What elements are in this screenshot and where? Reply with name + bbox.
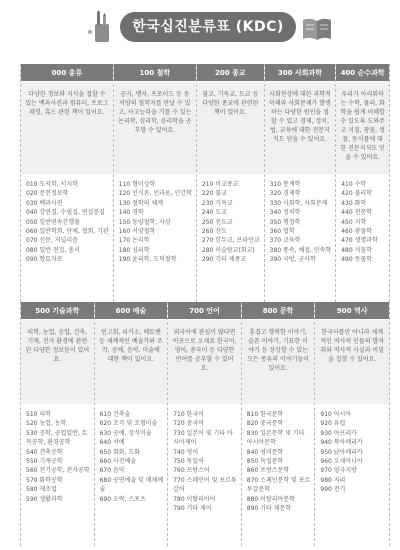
category-title: 600 예술: [95, 302, 168, 320]
category-title: 500 기술과학: [21, 302, 94, 320]
subcategory-item: 820 중국문학: [246, 420, 284, 428]
subcategory-item: 370 교육학: [269, 237, 301, 245]
subcategory-list: [242, 404, 315, 546]
subcategory-item: 610 건축술: [99, 411, 131, 418]
subcategory-item: 690 오락, 스포츠: [99, 495, 146, 503]
subcategory-item: 760 프랑스어: [173, 467, 210, 475]
category-800: [242, 302, 316, 546]
subcategory-item: 980 지리: [320, 476, 346, 484]
subcategory-item: 940 북아메리카: [320, 439, 363, 447]
category-description: 흥겹고 행복한 이야기, 슬픈 이야기, 기묘한 이야기 등 상상할 수 있는 모든 종류의 이야기들이 있어요.: [242, 320, 315, 404]
subcategory-item: 190 윤리학, 도덕철학: [118, 256, 177, 264]
page-title: 한국십진분류표 (KDC): [120, 12, 296, 42]
category-title: 800 문학: [242, 302, 315, 320]
subcategory-item: 420 물리학: [341, 190, 372, 198]
subcategory-item: 590 생활과학: [26, 495, 63, 503]
subcategory-list: [95, 404, 168, 546]
category-title: 300 사회과학: [265, 64, 336, 82]
subcategory-item: 860 프랑스문학: [246, 467, 290, 475]
category-description: 다양한 정보와 지식을 접할 수 있는 백과사전과 컴퓨터, 프로그래밍, 혹드 관련 책이 있어요.: [21, 82, 113, 174]
subcategory-item: 650 회화, 도화: [99, 448, 140, 456]
subcategory-item: 920 유럽: [320, 420, 346, 428]
subcategory-item: 430 화학: [341, 199, 367, 207]
subcategory-item: 710 한국어: [173, 411, 204, 418]
subcategory-item: 250 천도교: [201, 218, 233, 226]
subcategory-list: [114, 174, 196, 302]
subcategory-item: 040 강연집, 수필집, 연설문집: [26, 209, 105, 217]
subcategory-item: 630 공예, 장식미술: [99, 429, 152, 437]
subcategory-item: 570 화학공학: [26, 476, 63, 484]
subcategory-item: 930 아프리카: [320, 429, 357, 437]
subcategory-item: 090 향토자료: [26, 256, 63, 264]
subcategory-item: 120 인식론, 인과론, 인간학: [118, 190, 192, 198]
subcategory-item: 620 조각 및 조형미술: [99, 420, 158, 428]
subcategory-item: 490 동물학: [341, 256, 372, 264]
subcategory-item: 780 이탈리아어: [173, 495, 216, 503]
subcategory-item: 280 이슬람교(회교): [201, 246, 255, 254]
subcategory-item: 640 서예: [99, 439, 125, 447]
subcategory-item: 990 전기: [320, 486, 346, 494]
category-description: 연고회, 피카소, 베토벤 등 세계적인 예술가와 조각, 공예, 음악, 미술에 대한 책이 있어요.: [95, 320, 168, 404]
category-title: 400 순수과학: [336, 64, 389, 82]
subcategory-item: 440 천문학: [341, 209, 372, 217]
category-500: [21, 302, 95, 546]
subcategory-item: 540 건축공학: [26, 448, 63, 456]
subcategory-item: 410 수학: [341, 181, 367, 188]
subcategory-item: 170 논리학: [118, 237, 150, 245]
subcategory-item: 870 스페인문학 및 포르투갈문학: [246, 476, 311, 494]
subcategory-item: 740 영어: [173, 448, 199, 456]
subcategory-item: 210 비교종교: [201, 181, 239, 188]
subcategory-item: 580 제조업: [26, 486, 57, 494]
subcategory-item: 660 사진예술: [99, 458, 137, 466]
subcategory-item: 720 중국어: [173, 420, 204, 428]
subcategory-item: 510 의학: [26, 411, 51, 418]
subcategory-item: 130 철학의 체계: [118, 199, 164, 207]
subcategory-item: 070 신문, 저널리즘: [26, 237, 78, 245]
category-600: [95, 302, 169, 546]
category-100: [114, 64, 197, 302]
subcategory-item: 230 기독교: [201, 199, 233, 207]
subcategory-item: 360 법학: [269, 228, 295, 236]
subcategory-list: [336, 174, 389, 302]
subcategory-list: [197, 174, 264, 302]
open-book-icon: [300, 14, 334, 42]
category-description: 사회현상에 대한 과학적 이해와 사회문제가 발생하는 다양한 원인을 접할 수 있고 경제, 정치, 법, 교육에 대한 전문지식도 얻을 수 있어요.: [265, 82, 336, 174]
subcategory-item: 180 심리학: [118, 246, 150, 254]
top-category-grid: [20, 64, 390, 302]
subcategory-item: 470 생명과학: [341, 237, 378, 245]
subcategory-item: 270 힌두교, 브라만교: [201, 237, 260, 245]
subcategory-item: 140 경학: [118, 209, 144, 217]
category-title: 700 언어: [168, 302, 241, 320]
subcategory-item: 730 일본어 및 기타 아시아제어: [173, 429, 233, 447]
subcategory-list: [315, 404, 389, 546]
subcategory-item: 770 스페인어 및 포르투갈어: [173, 476, 237, 494]
category-400: [336, 64, 389, 302]
bottom-category-grid: [20, 302, 390, 546]
category-description: 불교, 기독교, 도교 등 다양한 종교에 관련된 책이 있어요.: [197, 82, 264, 174]
category-300: [265, 64, 337, 302]
subcategory-item: 880 이탈리아문학: [246, 495, 295, 503]
subcategory-item: 890 기타 제문학: [246, 505, 292, 513]
category-description: 외국어에 관심이 많다면 이곳으로 오세요 한국어, 영어, 중국어 등 다양한 언어를 공부할 수 있어요.: [168, 320, 241, 404]
subcategory-item: 480 식물학: [341, 246, 372, 254]
category-200: [197, 64, 265, 302]
category-title: 200 종교: [197, 64, 264, 82]
subcategory-item: 150 동양철학, 사상: [118, 218, 171, 226]
subcategory-item: 460 광물학: [341, 228, 372, 236]
subcategory-item: 110 형이상학: [118, 181, 156, 188]
subcategory-item: 790 기타 제어: [173, 505, 212, 513]
subcategory-item: 840 영미문학: [246, 448, 284, 456]
subcategory-item: 910 아시아: [320, 411, 352, 418]
subcategory-item: 220 불교: [201, 190, 227, 198]
category-title: 900 역사: [315, 302, 389, 320]
subcategory-item: 390 국방, 군사학: [269, 256, 316, 264]
subcategory-item: 830 일본문학 및 기타 아시아문학: [246, 429, 305, 447]
subcategory-item: 850 독일문학: [246, 458, 284, 466]
subcategory-item: 030 백과사전: [26, 199, 63, 207]
subcategory-item: 340 정치학: [269, 209, 301, 217]
category-000: [21, 64, 114, 302]
category-description: 우리가 아리워하는 수학, 물리, 화학을 쉽게 이해할 수 있도록 도와주고 지질, 광물, 생물, 동식물에 대한 전문지식도 얻을 수 있어요.: [336, 82, 389, 174]
subcategory-list: [21, 174, 113, 302]
pencil-cup-icon: [86, 10, 116, 44]
subcategory-item: 960 오세아니아: [320, 458, 363, 466]
subcategory-item: 670 음악: [99, 467, 125, 475]
subcategory-item: 240 도교: [201, 209, 227, 217]
subcategory-item: 330 사회학, 사회문제: [269, 199, 328, 207]
subcategory-list: [168, 404, 241, 546]
category-900: [315, 302, 389, 546]
category-description: 공자, 맹자, 프로이드 등 동서양의 철학자를 만날 수 있고, 사고능력을 기를 수 있는 논리학, 심리학, 윤리학을 공부할 수 있어요.: [114, 82, 196, 174]
subcategory-item: 950 남아메리카: [320, 448, 363, 456]
subcategory-item: 450 지학: [341, 218, 367, 226]
category-title: 100 철학: [114, 64, 196, 82]
category-700: [168, 302, 242, 546]
subcategory-item: 520 농업, 농학: [26, 420, 67, 428]
subcategory-item: 050 일반연속간행물: [26, 218, 80, 226]
subcategory-item: 260 신도: [201, 228, 227, 236]
page-header: [0, 0, 400, 50]
subcategory-list: [21, 404, 94, 546]
subcategory-item: 310 통계학: [269, 181, 301, 188]
subcategory-item: 750 독일어: [173, 458, 204, 466]
subcategory-item: 550 기계공학: [26, 458, 63, 466]
subcategory-item: 290 기타 제종교: [201, 256, 247, 264]
subcategory-item: 680 공연예술 및 매체예술: [99, 476, 164, 494]
subcategory-item: 010 도서학, 서지학: [26, 181, 78, 188]
category-description: 한국사를만 아니라 세계적인 역사적 인물의 발자취와 역사적 사실과 비밀을 접할 수 있어요.: [315, 320, 389, 404]
subcategory-item: 970 양극지방: [320, 467, 357, 475]
subcategory-item: 020 문헌정보학: [26, 190, 69, 198]
subcategory-item: 560 전기공학, 전자공학: [26, 467, 90, 475]
subcategory-item: 320 경제학: [269, 190, 301, 198]
subcategory-item: 160 서양철학: [118, 228, 156, 236]
subcategory-item: 080 일반 전집, 총서: [26, 246, 80, 254]
subcategory-item: 810 한국문학: [246, 411, 284, 418]
subcategory-item: 350 행정학: [269, 218, 301, 226]
subcategory-item: 530 공학, 공업일반, 토목공학, 환경공학: [26, 429, 88, 447]
category-title: 000 총류: [21, 64, 113, 82]
category-description: 의학, 농업, 공업, 건축, 기계, 전자 환경에 관련된 다양한 정보들이 있어요.: [21, 320, 94, 404]
subcategory-list: [265, 174, 336, 302]
subcategory-item: 380 풍속, 예절, 민속학: [269, 246, 332, 254]
subcategory-item: 060 일반학회, 단체, 협회, 기관: [26, 228, 109, 236]
